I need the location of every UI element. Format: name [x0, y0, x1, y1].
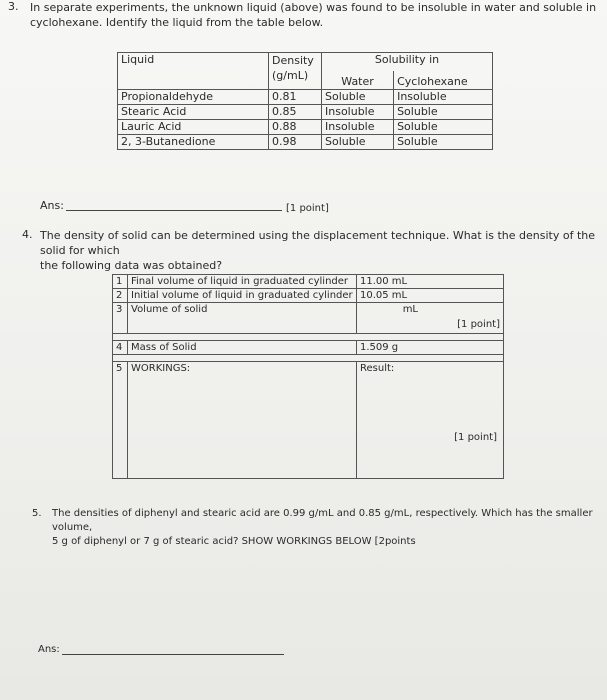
question-3-number: 3.: [8, 0, 19, 13]
result-points: [1 point]: [454, 432, 497, 443]
question-4-line2: the following data was obtained?: [40, 259, 223, 272]
liquid-density: 0.88: [269, 120, 322, 135]
question-4-text: [40, 228, 606, 273]
table-row: [118, 120, 493, 135]
table-row: [113, 362, 504, 479]
header-water: Water: [322, 71, 394, 90]
liquid-name: 2, 3-Butanedione: [118, 135, 269, 150]
row-value: 11.00 mL: [357, 275, 504, 289]
header-cyclohexane: Cyclohexane: [394, 71, 493, 90]
liquid-name: Lauric Acid: [118, 120, 269, 135]
row-label: Volume of solid: [128, 303, 357, 334]
liquid-cyclohexane: Insoluble: [394, 90, 493, 105]
question-3-line2: cyclohexane. Identify the liquid from the table below.: [30, 16, 324, 29]
volume-points: [1 point]: [457, 319, 500, 330]
question-5-text: [52, 507, 607, 549]
row-value: 10.05 mL: [357, 289, 504, 303]
liquid-density: 0.98: [269, 135, 322, 150]
row-number: 5: [113, 362, 128, 479]
question-4-line1: The density of solid can be determined using the displacement technique. What is the density of the solid for which: [40, 229, 596, 257]
table-row: [118, 135, 493, 150]
question-5-line1: The densities of diphenyl and stearic acid are 0.99 g/mL and 0.85 g/mL, respectively. Which has the smaller volume,: [52, 508, 593, 533]
workings-label[interactable]: WORKINGS:: [128, 362, 357, 479]
table-row: [113, 275, 504, 289]
table-row: [113, 303, 504, 334]
row-label: Mass of Solid: [128, 341, 357, 355]
table-row: [118, 105, 493, 120]
liquid-water: Insoluble: [322, 120, 394, 135]
liquid-water: Soluble: [322, 135, 394, 150]
row-number: 4: [113, 341, 128, 355]
question-3-points: [1 point]: [286, 203, 329, 214]
result-label: Result:: [360, 363, 395, 374]
table-row: [113, 289, 504, 303]
row-label: Initial volume of liquid in graduated cylinder: [128, 289, 357, 303]
liquid-name: Stearic Acid: [118, 105, 269, 120]
question-4-number: 4.: [22, 228, 33, 241]
spacer-row: [113, 355, 504, 362]
row-number: 3: [113, 303, 128, 334]
liquid-cyclohexane: Soluble: [394, 120, 493, 135]
liquid-water: Soluble: [322, 90, 394, 105]
volume-unit: mL: [402, 304, 418, 315]
row-value-cell: [357, 303, 504, 334]
header-solubility: Solubility in: [322, 53, 493, 72]
liquid-cyclohexane: Soluble: [394, 135, 493, 150]
displacement-table: [112, 274, 504, 479]
liquid-water: Insoluble: [322, 105, 394, 120]
liquid-cyclohexane: Soluble: [394, 105, 493, 120]
row-label: Final volume of liquid in graduated cylinder: [128, 275, 357, 289]
table-row: [113, 341, 504, 355]
question-5-line2: 5 g of diphenyl or 7 g of stearic acid? SHOW WORKINGS BELOW [2points: [52, 536, 416, 547]
question-3-ans-label: Ans:: [40, 199, 64, 212]
header-liquid: Liquid: [118, 53, 269, 90]
header-density-line1: Density: [272, 54, 314, 67]
liquid-density: 0.85: [269, 105, 322, 120]
result-cell[interactable]: [357, 362, 504, 479]
question-5-number: 5.: [32, 508, 42, 519]
liquid-table: [117, 52, 493, 150]
question-5-ans-label: Ans:: [38, 644, 60, 655]
row-number: 2: [113, 289, 128, 303]
header-density-line2: (g/mL): [272, 69, 309, 82]
spacer-row: [113, 334, 504, 341]
row-value: 1.509 g: [357, 341, 504, 355]
question-5-answer-line[interactable]: [62, 654, 284, 655]
question-3-answer-line[interactable]: [66, 210, 282, 211]
question-3-text: [30, 0, 600, 30]
table-row: [118, 90, 493, 105]
liquid-name: Propionaldehyde: [118, 90, 269, 105]
liquid-density: 0.81: [269, 90, 322, 105]
question-3-line1: In separate experiments, the unknown liquid (above) was found to be insoluble in water and soluble in: [30, 1, 597, 14]
header-density: [269, 53, 322, 90]
row-number: 1: [113, 275, 128, 289]
